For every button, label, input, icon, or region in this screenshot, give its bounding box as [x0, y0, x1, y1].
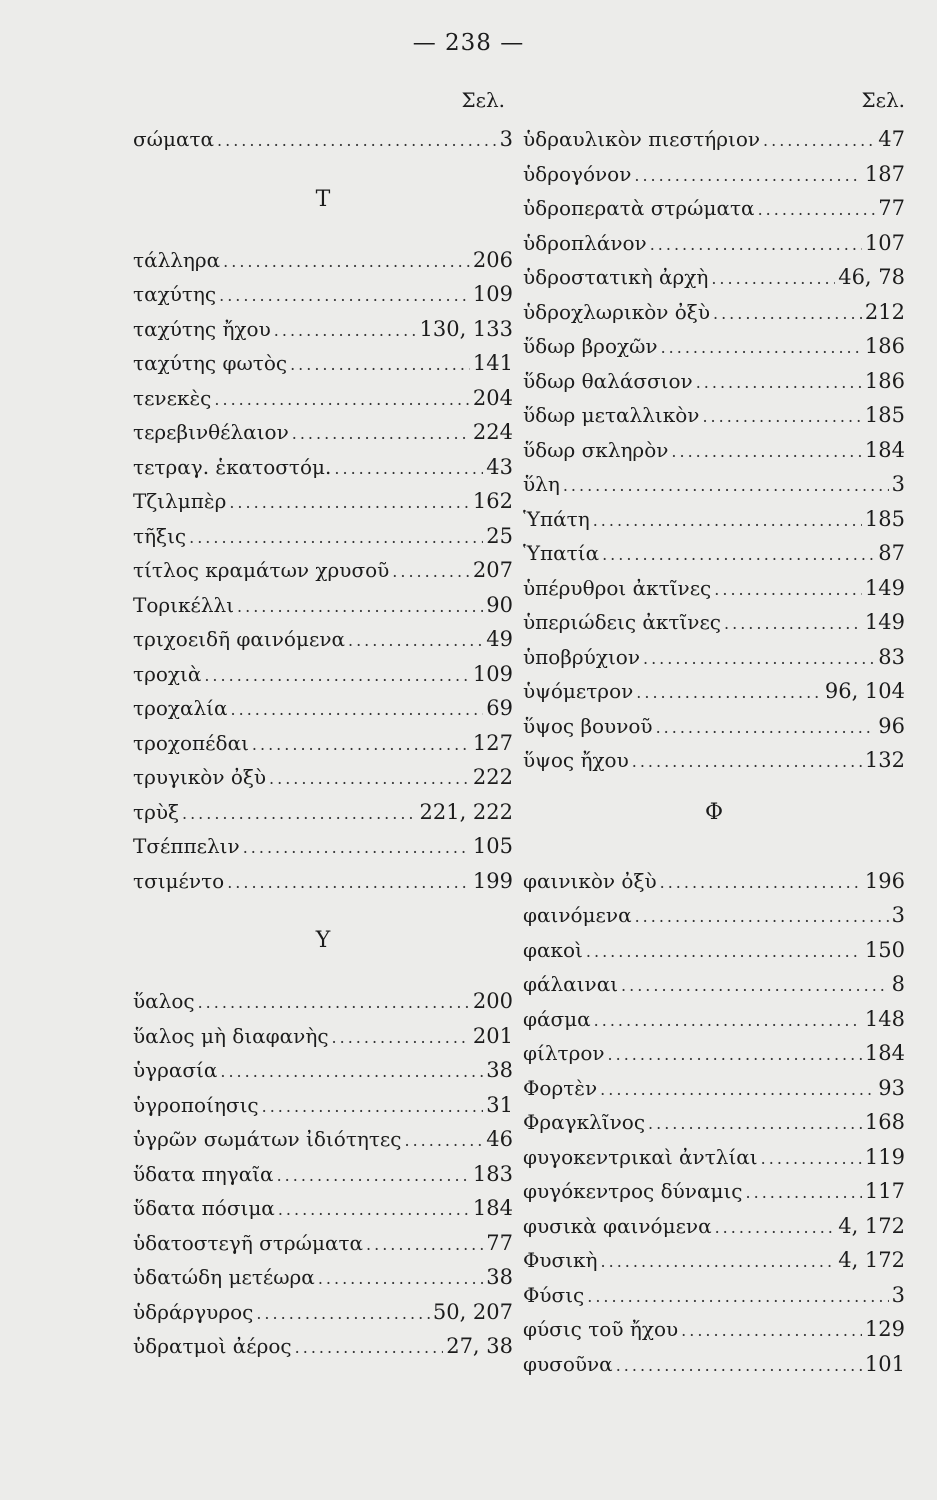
entry-page-numbers: 109	[472, 282, 513, 306]
entry-term: ὑδρατμοὶ ἀέρος	[133, 1334, 292, 1358]
index-entry	[133, 381, 513, 416]
entry-term: ταχύτης	[133, 282, 217, 306]
dot-leader	[295, 1331, 444, 1366]
index-entry	[523, 1243, 905, 1278]
entry-term: Ὑπατία	[523, 541, 600, 565]
dot-leader	[715, 1211, 836, 1246]
entry-term: Φύσις	[523, 1282, 585, 1307]
entry-page-numbers: 212	[864, 299, 905, 324]
index-entry	[523, 433, 905, 468]
dot-leader	[763, 124, 875, 159]
index-entry	[133, 415, 513, 450]
entry-page-numbers: 3	[891, 1282, 905, 1307]
entry-page-numbers: 93	[878, 1075, 905, 1100]
dot-leader	[681, 1314, 862, 1349]
dot-leader	[634, 159, 862, 194]
dot-leader	[405, 1124, 484, 1159]
entry-page-numbers: 49	[486, 627, 513, 651]
entry-page-numbers: 224	[472, 420, 513, 444]
index-entry	[523, 398, 905, 433]
dot-leader	[237, 590, 483, 625]
index-entry	[523, 1071, 905, 1106]
entry-term: ὕαλος μὴ διαφανὴς	[133, 1023, 329, 1048]
entry-term: φίλτρον	[523, 1041, 605, 1065]
dot-leader	[661, 331, 862, 366]
dot-leader	[602, 538, 875, 573]
index-entry	[133, 1226, 513, 1261]
index-entry	[133, 657, 513, 692]
entry-page-numbers: 162	[472, 489, 513, 513]
entry-page-numbers: 90	[486, 592, 513, 617]
index-entry	[523, 640, 905, 675]
entry-term: ταχύτης φωτὸς	[133, 351, 288, 375]
index-entry	[523, 605, 905, 640]
index-entry	[133, 519, 513, 554]
entry-term: ὕδωρ μεταλλικὸν	[523, 403, 700, 427]
entry-term: τρὺξ	[133, 799, 179, 824]
index-entry	[523, 864, 905, 899]
entry-term: φυσοῦνα	[523, 1351, 613, 1376]
entry-term: ὑγροποίησις	[133, 1092, 259, 1117]
dot-leader	[711, 262, 835, 297]
entry-page-numbers: 69	[486, 696, 513, 720]
entry-page-numbers: 31	[486, 1092, 513, 1117]
index-entry	[133, 622, 513, 657]
entry-term: ὑψόμετρον	[523, 679, 634, 703]
index-entry	[133, 795, 513, 830]
dot-leader	[671, 435, 862, 470]
entry-page-numbers: 87	[878, 541, 905, 565]
entry-term: Φυσικὴ	[523, 1248, 598, 1272]
index-entry	[133, 346, 513, 381]
index-entry	[523, 295, 905, 330]
dot-leader	[696, 366, 862, 401]
entry-term: φάλαιναι	[523, 972, 619, 996]
entry-page-numbers: 47	[878, 127, 905, 151]
dot-leader	[182, 797, 416, 832]
section-letter-phi: Φ	[704, 799, 724, 825]
dot-leader	[563, 469, 889, 504]
entry-term: τροχοπέδαι	[133, 730, 249, 755]
entry-page-numbers: 27, 38	[446, 1334, 513, 1358]
index-entry	[133, 984, 513, 1019]
dot-leader	[332, 1021, 470, 1056]
dot-leader	[594, 1004, 862, 1039]
entry-page-numbers: 149	[864, 610, 905, 634]
entry-term: φυγόκεντρος δύναμις	[523, 1179, 743, 1203]
index-entry	[133, 243, 513, 278]
entry-term: φυγοκεντρικαὶ ἀντλίαι	[523, 1144, 758, 1169]
index-entry	[133, 1053, 513, 1088]
dot-leader	[189, 521, 483, 556]
entry-term: ὑδροπερατὰ στρώματα	[523, 196, 755, 220]
entry-page-numbers: 101	[864, 1351, 905, 1376]
dot-leader	[252, 728, 470, 763]
entry-page-numbers: 46, 78	[838, 265, 905, 289]
dot-leader	[334, 452, 483, 487]
index-entry	[133, 1329, 513, 1364]
index-entry	[523, 260, 905, 295]
dot-leader	[636, 676, 822, 711]
dot-leader	[656, 711, 876, 746]
entry-page-numbers: 8	[891, 972, 905, 996]
index-entry	[523, 1002, 905, 1037]
index-entry	[133, 588, 513, 623]
entry-page-numbers: 50, 207	[432, 1299, 513, 1324]
index-entry	[523, 191, 905, 226]
entry-page-numbers: 43	[486, 454, 513, 479]
entry-term: ὑποβρύχιον	[523, 644, 640, 669]
index-entry	[523, 1347, 905, 1382]
dot-leader	[229, 486, 470, 521]
entry-term: Φορτὲν	[523, 1075, 598, 1100]
dot-leader	[713, 297, 862, 332]
entry-page-numbers: 204	[472, 385, 513, 410]
dot-leader	[223, 245, 470, 280]
entry-page-numbers: 4, 172	[838, 1213, 905, 1238]
entry-page-numbers: 222	[472, 765, 513, 789]
entry-group	[133, 122, 513, 157]
entry-term: τριχοειδῆ φαινόμενα	[133, 627, 345, 651]
dot-leader	[204, 659, 470, 694]
dot-leader	[231, 693, 484, 728]
entry-term: ὑδροπλάνον	[523, 230, 647, 255]
entry-term: ὑδρογόνον	[523, 161, 632, 186]
entry-page-numbers: 141	[472, 351, 513, 375]
entry-term: τροχαλία	[133, 696, 228, 720]
entry-page-numbers: 200	[472, 989, 513, 1013]
index-entry	[523, 329, 905, 364]
entry-term: ὑγρῶν σωμάτων ἰδιότητες	[133, 1127, 402, 1151]
section-letter-upsilon: Υ	[315, 928, 331, 953]
dot-leader	[318, 1262, 483, 1297]
entry-page-numbers: 149	[864, 575, 905, 600]
index-entry	[523, 1105, 905, 1140]
entry-term: τσιμέντο	[133, 868, 225, 893]
entry-group	[523, 864, 905, 1382]
index-entry	[133, 450, 513, 485]
index-entry	[133, 1191, 513, 1226]
entry-term: ὑδατώδη μετέωρα	[133, 1265, 315, 1289]
dot-leader	[198, 986, 470, 1021]
entry-page-numbers: 96, 104	[824, 679, 905, 703]
dot-leader	[746, 1176, 862, 1211]
entry-page-numbers: 187	[864, 161, 905, 186]
entry-group	[523, 122, 905, 778]
entry-term: ὕδωρ βροχῶν	[523, 334, 658, 358]
dot-leader	[714, 573, 862, 608]
entry-term: ὕδατα πόσιμα	[133, 1196, 275, 1220]
entry-term: ὕδωρ σκληρὸν	[523, 437, 669, 462]
dot-leader	[217, 124, 497, 159]
index-entry	[133, 1019, 513, 1054]
dot-leader	[219, 279, 470, 314]
dot-leader	[660, 866, 862, 901]
entry-page-numbers: 109	[472, 661, 513, 686]
index-entry	[133, 1088, 513, 1123]
dot-leader	[621, 969, 889, 1004]
dot-leader	[348, 624, 483, 659]
entry-page-numbers: 207	[472, 558, 513, 582]
entry-term: ὕδατα πηγαῖα	[133, 1161, 274, 1186]
dot-leader	[702, 400, 861, 435]
index-entry	[133, 484, 513, 519]
index-entry	[133, 1295, 513, 1330]
index-entry	[523, 898, 905, 933]
entry-page-numbers: 96	[878, 713, 905, 738]
dot-leader	[290, 348, 470, 383]
index-column-left	[133, 88, 513, 1364]
entry-term: ὑγρασία	[133, 1058, 218, 1082]
index-entry	[523, 743, 905, 778]
entry-page-numbers: 130, 133	[419, 316, 513, 341]
entry-page-numbers: 107	[864, 230, 905, 255]
entry-term: τροχιὰ	[133, 661, 202, 686]
index-entry	[133, 760, 513, 795]
entry-page-numbers: 38	[486, 1058, 513, 1082]
entry-page-numbers: 77	[878, 196, 905, 220]
entry-page-numbers: 201	[472, 1023, 513, 1048]
index-entry	[133, 277, 513, 312]
dot-leader	[608, 1038, 862, 1073]
index-entry	[523, 467, 905, 502]
index-entry	[523, 502, 905, 537]
dot-leader	[366, 1228, 483, 1263]
dot-leader	[761, 1142, 862, 1177]
entry-term: φαινικὸν ὀξὺ	[523, 868, 657, 893]
entry-page-numbers: 184	[864, 1041, 905, 1065]
dot-leader	[227, 866, 470, 901]
index-entry	[523, 933, 905, 968]
entry-term: ὑδραυλικὸν πιεστήριον	[523, 127, 761, 151]
dot-leader	[278, 1193, 470, 1228]
dot-leader	[586, 935, 862, 970]
entry-term: τάλληρα	[133, 247, 221, 272]
entry-page-numbers: 196	[864, 868, 905, 893]
page-column-header: Σελ.	[861, 88, 905, 112]
entry-term: ὕψος βουνοῦ	[523, 713, 653, 738]
entry-term: τίτλος κραμάτων χρυσοῦ	[133, 558, 390, 582]
dot-leader	[643, 642, 875, 677]
index-entry	[133, 1260, 513, 1295]
entry-page-numbers: 168	[864, 1110, 905, 1134]
entry-term: τενεκὲς	[133, 385, 212, 410]
entry-page-numbers: 206	[472, 247, 513, 272]
index-entry	[523, 1140, 905, 1175]
entry-page-numbers: 199	[472, 868, 513, 893]
dot-leader	[650, 228, 862, 263]
entry-term: τερεβινθέλαιον	[133, 420, 289, 444]
dot-leader	[648, 1107, 862, 1142]
entry-term: τετραγ. ἑκατοστόμ.	[133, 454, 332, 479]
entry-page-numbers: 221, 222	[419, 799, 513, 824]
entry-term: φύσις τοῦ ἤχου	[523, 1317, 679, 1341]
entry-page-numbers: 184	[864, 437, 905, 462]
entry-page-numbers: 148	[864, 1006, 905, 1031]
entry-page-numbers: 105	[472, 834, 513, 858]
entry-term: φάσμα	[523, 1006, 591, 1031]
index-entry	[133, 691, 513, 726]
entry-term: ὑδροχλωρικὸν ὀξὺ	[523, 299, 710, 324]
dot-leader	[587, 1280, 888, 1315]
dot-leader	[724, 607, 862, 642]
index-entry	[133, 553, 513, 588]
dot-leader	[220, 1055, 483, 1090]
section-spacer	[523, 847, 905, 864]
entry-term: Ὑπάτη	[523, 506, 590, 531]
dot-leader	[262, 1090, 484, 1125]
index-entry	[523, 1278, 905, 1313]
index-entry	[523, 122, 905, 157]
entry-term: ταχύτης ἤχου	[133, 316, 271, 341]
dot-leader	[274, 314, 417, 349]
index-entry	[133, 312, 513, 347]
page-number: — 238 —	[412, 30, 525, 56]
entry-page-numbers: 183	[472, 1161, 513, 1186]
index-entry	[523, 1312, 905, 1347]
entry-term: φακοὶ	[523, 937, 583, 962]
index-entry	[133, 1122, 513, 1157]
entry-term: σώματα	[133, 127, 215, 151]
entry-page-numbers: 129	[864, 1317, 905, 1341]
index-entry	[523, 157, 905, 192]
index-entry	[523, 1036, 905, 1071]
entry-page-numbers: 185	[864, 403, 905, 427]
entry-term: ὑδράργυρος	[133, 1299, 254, 1324]
dot-leader	[292, 417, 470, 452]
entry-page-numbers: 25	[486, 523, 513, 548]
index-entry	[523, 709, 905, 744]
entry-term: ὕδωρ θαλάσσιον	[523, 368, 693, 393]
dot-leader	[214, 383, 470, 418]
entry-page-numbers: 127	[472, 730, 513, 755]
entry-page-numbers: 3	[499, 127, 513, 151]
entry-page-numbers: 119	[864, 1144, 905, 1169]
entry-term: ὕαλος	[133, 989, 195, 1013]
index-entry	[523, 1174, 905, 1209]
entry-term: Τορικέλλι	[133, 592, 235, 617]
dot-leader	[256, 1297, 430, 1332]
entry-term: ὑδατοστεγῆ στρώματα	[133, 1230, 364, 1255]
entry-page-numbers: 77	[486, 1230, 513, 1255]
index-entry	[133, 829, 513, 864]
index-entry	[523, 536, 905, 571]
entry-group	[133, 984, 513, 1364]
entry-page-numbers: 185	[864, 506, 905, 531]
entry-page-numbers: 186	[864, 368, 905, 393]
index-entry	[523, 364, 905, 399]
index-entry	[523, 967, 905, 1002]
index-entry	[133, 1157, 513, 1192]
entry-term: ὕψος ἤχου	[523, 748, 629, 772]
dot-leader	[593, 504, 862, 539]
entry-page-numbers: 46	[486, 1127, 513, 1151]
entry-term: φυσικὰ φαινόμενα	[523, 1213, 712, 1238]
dot-leader	[277, 1159, 470, 1194]
index-column-right	[523, 88, 905, 1381]
entry-page-numbers: 4, 172	[838, 1248, 905, 1272]
dot-leader	[758, 193, 876, 228]
dot-leader	[616, 1349, 862, 1384]
entry-page-numbers: 117	[864, 1179, 905, 1203]
entry-page-numbers: 38	[486, 1265, 513, 1289]
index-entry	[523, 226, 905, 261]
index-entry	[133, 122, 513, 157]
entry-group	[133, 243, 513, 899]
entry-term: Τσέππελιν	[133, 834, 240, 858]
entry-term: Φραγκλῖνος	[523, 1110, 646, 1134]
entry-term: φαινόμενα	[523, 903, 632, 927]
dot-leader	[632, 745, 862, 780]
entry-term: τρυγικὸν ὀξὺ	[133, 765, 267, 789]
index-entry	[133, 726, 513, 761]
entry-term: ὑπεριώδεις ἀκτῖνες	[523, 610, 722, 634]
entry-term: ὑδροστατικὴ ἀρχὴ	[523, 265, 709, 289]
entry-term: τῆξις	[133, 523, 187, 548]
entry-page-numbers: 3	[891, 472, 905, 496]
entry-term: ὕλη	[523, 472, 560, 496]
dot-leader	[601, 1245, 836, 1280]
index-entry	[523, 674, 905, 709]
entry-page-numbers: 3	[891, 903, 905, 927]
entry-page-numbers: 186	[864, 334, 905, 358]
entry-term: Τζιλμπὲρ	[133, 489, 227, 513]
section-letter-tau: Τ	[315, 186, 331, 212]
dot-leader	[243, 831, 470, 866]
entry-page-numbers: 150	[864, 937, 905, 962]
dot-leader	[635, 900, 889, 935]
dot-leader	[600, 1073, 875, 1108]
entry-page-numbers: 184	[472, 1196, 513, 1220]
entry-term: ὑπέρυθροι ἀκτῖνες	[523, 575, 712, 600]
index-entry	[523, 1209, 905, 1244]
page-column-header: Σελ.	[461, 88, 505, 112]
dot-leader	[269, 762, 470, 797]
index-entry	[523, 571, 905, 606]
index-entry	[133, 864, 513, 899]
dot-leader	[392, 555, 470, 590]
entry-page-numbers: 132	[864, 748, 905, 772]
entry-page-numbers: 83	[878, 644, 905, 669]
